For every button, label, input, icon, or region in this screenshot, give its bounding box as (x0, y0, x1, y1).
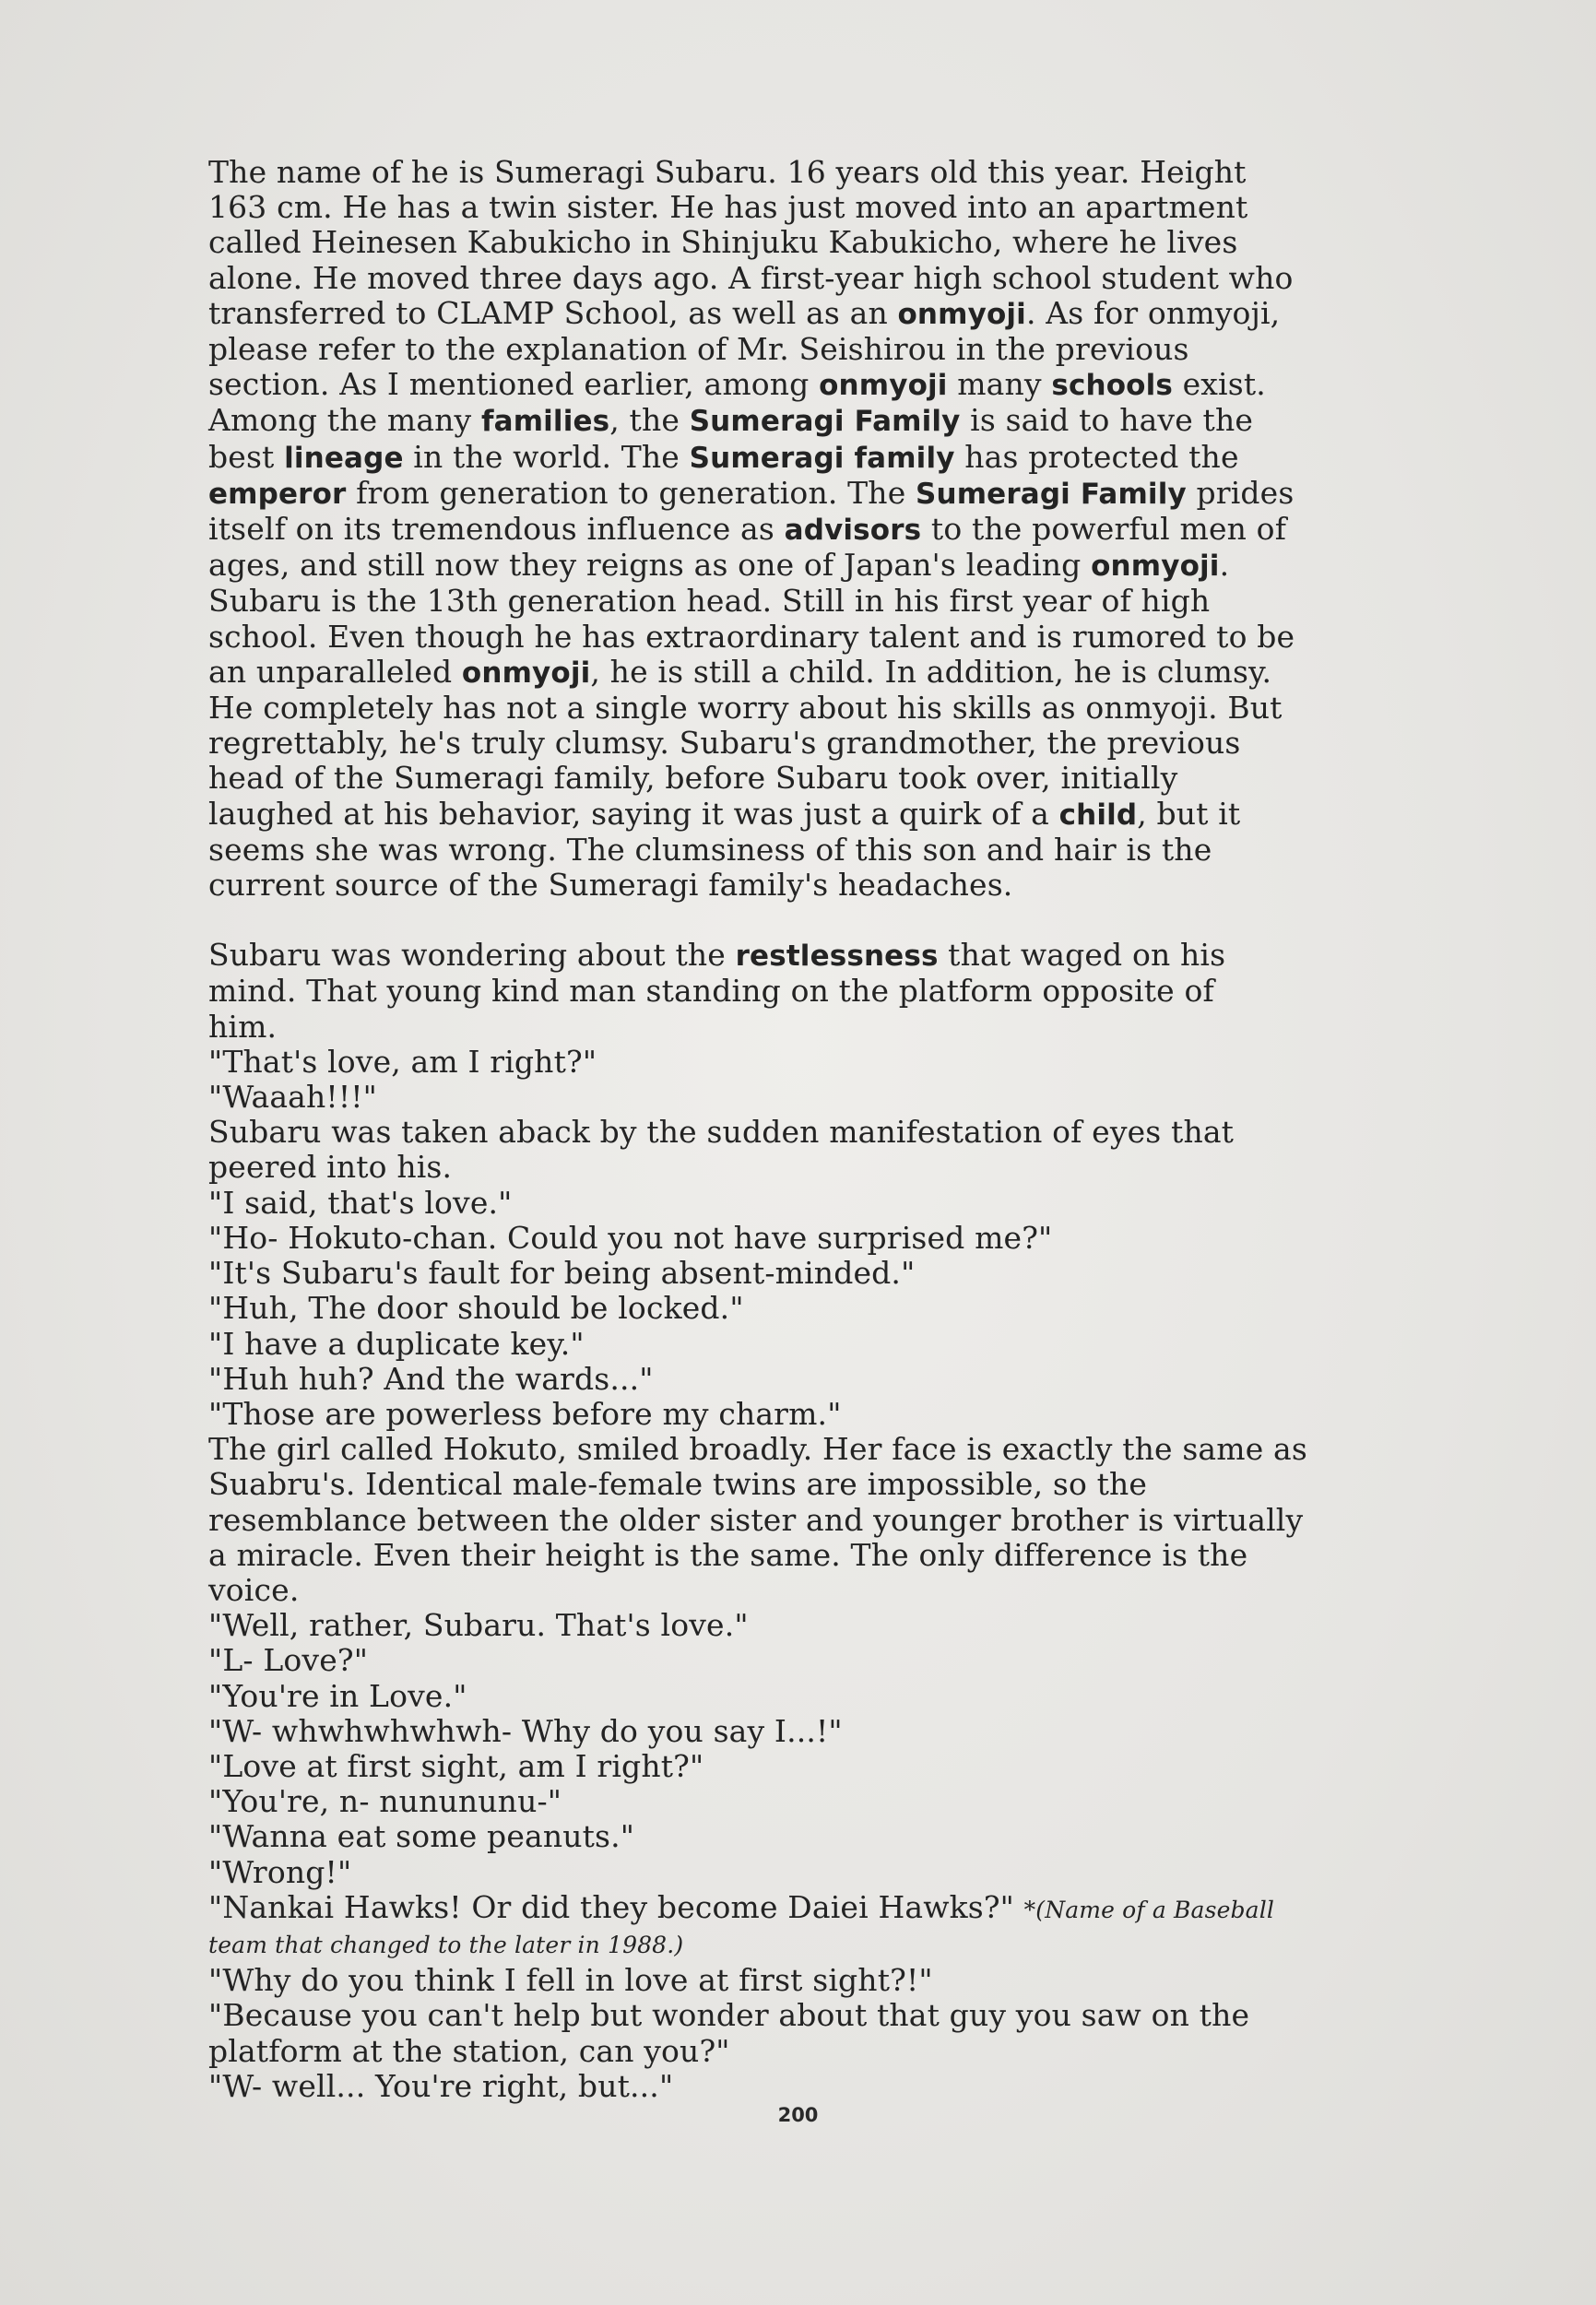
bold-term: schools (1051, 369, 1173, 403)
text-line: a miracle. Even their height is the same. The only difference is the (208, 1536, 1248, 1573)
text-line: called Heinesen Kabukicho in Shinjuku Kabukicho, where he lives (208, 224, 1238, 261)
text-line: an unparalleled onmyoji, he is still a child. In addition, he is clumsy. (208, 653, 1272, 690)
text-line: "Ho- Hokuto-chan. Could you not have surprised me?" (208, 1219, 1053, 1256)
bold-term: onmyoji (461, 656, 591, 690)
page-number: 200 (777, 2104, 819, 2126)
nankai-hawks-line (208, 1890, 1416, 1928)
text-line: "Huh, The door should be locked." (208, 1290, 744, 1327)
nankai-line-text: "Nankai Hawks! Or did they become Daiei Hawks?" (208, 1888, 1024, 1925)
text-line: "You're in Love." (208, 1677, 467, 1714)
bold-term: onmyoji (819, 369, 948, 403)
bold-term: child (1058, 798, 1138, 832)
bold-term: Sumeragi Family (916, 477, 1187, 511)
text-line: Suabru's. Identical male-female twins are impossible, so the (208, 1466, 1148, 1503)
bold-term: emperor (208, 477, 347, 511)
text-line: He completely has not a single worry about his skills as onmyoji. But (208, 690, 1283, 727)
bold-term: restlessness (735, 940, 939, 974)
text-line: mind. That young kind man standing on the platform opposite of (208, 973, 1214, 1010)
paragraph-subaru-profile (208, 155, 1416, 903)
text-line: "Why do you think I fell in love at first sight?!" (208, 1962, 933, 1999)
paragraph-dialogue (208, 938, 1416, 1889)
text-line: Subaru was taken aback by the sudden manifestation of eyes that (208, 1114, 1235, 1151)
text-line: voice. (208, 1571, 300, 1608)
body-text (208, 155, 1416, 2104)
bold-term: advisors (784, 514, 922, 548)
text-line: "I have a duplicate key." (208, 1325, 585, 1362)
text-line: platform at the station, can you?" (208, 2032, 730, 2069)
text-line: "W- whwhwhwhwh- Why do you say I...!" (208, 1712, 843, 1749)
text-line: "W- well... You're right, but..." (208, 2067, 674, 2104)
text-line: laughed at his behavior, saying it was just a quirk of a child, but it (208, 795, 1241, 832)
footnote-part-1: *(Name of a Baseball (1023, 1896, 1275, 1923)
text-line: transferred to CLAMP School, as well as an onmyoji. As for onmyoji, (208, 294, 1281, 331)
text-line: Among the many families, the Sumeragi Family is said to have the (208, 402, 1254, 439)
text-line: "Those are powerless before my charm." (208, 1395, 842, 1432)
paragraph-dialogue-end (208, 1963, 1416, 2104)
text-line: Subaru is the 13th generation head. Still in his first year of high (208, 583, 1211, 620)
text-line: "L- Love?" (208, 1642, 369, 1679)
text-line: "That's love, am I right?" (208, 1043, 597, 1080)
text-line: ages, and still now they reigns as one of Japan's leading onmyoji. (208, 547, 1230, 584)
footnote-part-2: team that changed to the later in 1988.) (208, 1931, 684, 1958)
bold-term: onmyoji (1091, 550, 1220, 584)
text-line: "Well, rather, Subaru. That's love." (208, 1607, 749, 1644)
bold-term: onmyoji (897, 297, 1026, 331)
text-line: "I said, that's love." (208, 1184, 513, 1221)
text-line: "Wrong!" (208, 1853, 352, 1890)
text-line: "It's Subaru's fault for being absent-minded." (208, 1255, 916, 1292)
text-line: section. As I mentioned earlier, among onmyoji many schools exist. (208, 366, 1266, 403)
text-line: "Because you can't help but wonder about that guy you saw on the (208, 1997, 1250, 2034)
text-line: emperor from generation to generation. The Sumeragi Family prides (208, 474, 1295, 511)
text-line: resemblance between the older sister and younger brother is virtually (208, 1501, 1304, 1538)
text-line: current source of the Sumeragi family's headaches. (208, 867, 1013, 904)
text-line: him. (208, 1008, 278, 1045)
text-line: The name of he is Sumeragi Subaru. 16 years old this year. Height (208, 154, 1247, 190)
text-line: regrettably, he's truly clumsy. Subaru's grandmother, the previous (208, 725, 1241, 762)
text-line: please refer to the explanation of Mr. Seishirou in the previous (208, 331, 1189, 368)
bold-term: families (481, 405, 610, 439)
text-line: "Waaah!!!" (208, 1079, 377, 1116)
text-line: alone. He moved three days ago. A first-year high school student who (208, 259, 1294, 296)
text-line: "Love at first sight, am I right?" (208, 1747, 704, 1784)
bold-term: Sumeragi Family (689, 405, 961, 439)
text-line: "Huh huh? And the wards..." (208, 1360, 654, 1397)
text-line: head of the Sumeragi family, before Subaru took over, initially (208, 760, 1178, 797)
paragraph-gap (208, 903, 1416, 938)
text-line: best lineage in the world. The Sumeragi family has protected the (208, 438, 1239, 475)
text-line: school. Even though he has extraordinary talent and is rumored to be (208, 618, 1295, 655)
text-line: itself on its tremendous influence as advisors to the powerful men of (208, 511, 1287, 548)
bold-term: lineage (284, 441, 404, 475)
text-line: peered into his. (208, 1149, 453, 1186)
text-line: seems she was wrong. The clumsiness of this son and hair is the (208, 831, 1212, 868)
text-line: 163 cm. He has a twin sister. He has just moved into an apartment (208, 189, 1248, 226)
text-line: "Wanna eat some peanuts." (208, 1818, 635, 1855)
text-line: The girl called Hokuto, smiled broadly. Her face is exactly the same as (208, 1431, 1307, 1468)
text-line: "You're, n- nunununu-" (208, 1783, 562, 1820)
text-line: Subaru was wondering about the restlessness that waged on his (208, 937, 1226, 974)
bold-term: Sumeragi family (689, 441, 955, 475)
